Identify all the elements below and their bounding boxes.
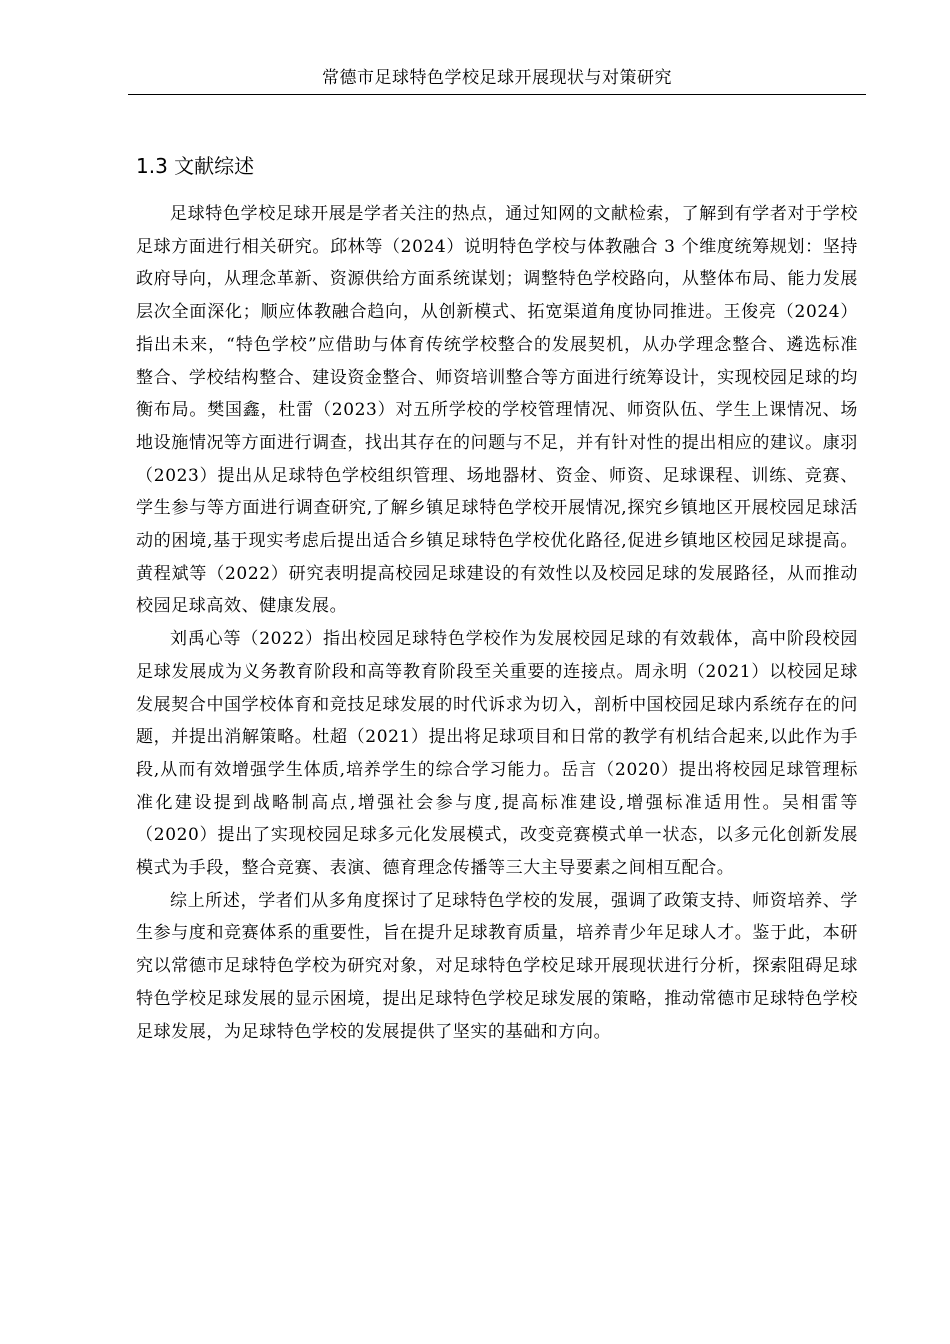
paragraph: 刘禹心等（2022）指出校园足球特色学校作为发展校园足球的有效载体，高中阶段校园足球发展成为义务教育阶段和高等教育阶段至关重要的连接点。周永明（2021）以校园足球发展契合中国学校体育和竞技足球发展的时代诉求为切入，剖析中国校园足球内系统存在的问题，并提出消解策略。杜超（2021）提出将足球项目和日常的教学有机结合起来,以此作为手段,从而有效增强学生体质,培养学生的综合学习能力。岳言（2020）提出将校园足球管理标准化建设提到战略制高点,增强社会参与度,提高标准建设,增强标准适用性。吴相雷等（2020）提出了实现校园足球多元化发展模式，改变竞赛模式单一状态，以多元化创新发展模式为手段，整合竞赛、表演、德育理念传播等三大主导要素之间相互配合。 bbox=[136, 629, 858, 879]
header-divider bbox=[128, 94, 866, 95]
running-header-title: 常德市足球特色学校足球开展现状与对策研究 bbox=[322, 68, 672, 88]
section-heading: 1.3 文献综述 bbox=[136, 154, 255, 178]
paragraph: 足球特色学校足球开展是学者关注的热点，通过知网的文献检索，了解到有学者对于学校足球方面进行相关研究。邱林等（2024）说明特色学校与体教融合 3 个维度统筹规划：坚持政府导向，从理念革新、资源供给方面系统谋划；调整特色学校路向，从整体布局、能力发展层次全面深化；顺应体教融合趋向，从创新模式、拓宽渠道角度协同推进。王俊亮（2024）指出未来，“特色学校”应借助与体育传统学校整合的发展契机，从办学理念整合、遴选标准整合、学校结构整合、建设资金整合、师资培训整合等方面进行统筹设计，实现校园足球的均衡布局。樊国鑫，杜雷（2023）对五所学校的学校管理情况、师资队伍、学生上课情况、场地设施情况等方面进行调查，找出其存在的问题与不足，并有针对性的提出相应的建议。康羽（2023）提出从足球特色学校组织管理、场地器材、资金、师资、足球课程、训练、竞赛、学生参与等方面进行调查研究,了解乡镇足球特色学校开展情况,探究乡镇地区开展校园足球活动的困境,基于现实考虑后提出适合乡镇足球特色学校优化路径,促进乡镇地区校园足球提高。黄程斌等（2022）研究表明提高校园足球建设的有效性以及校园足球的发展路径，从而推动校园足球高效、健康发展。 bbox=[136, 204, 858, 617]
paragraph: 综上所述，学者们从多角度探讨了足球特色学校的发展，强调了政策支持、师资培养、学生参与度和竞赛体系的重要性，旨在提升足球教育质量，培养青少年足球人才。鉴于此，本研究以常德市足球特色学校为研究对象，对足球特色学校足球开展现状进行分析，探索阻碍足球特色学校足球发展的显示困境，提出足球特色学校足球发展的策略，推动常德市足球特色学校足球发展，为足球特色学校的发展提供了坚实的基础和方向。 bbox=[136, 890, 858, 1042]
section-body bbox=[136, 198, 858, 1048]
